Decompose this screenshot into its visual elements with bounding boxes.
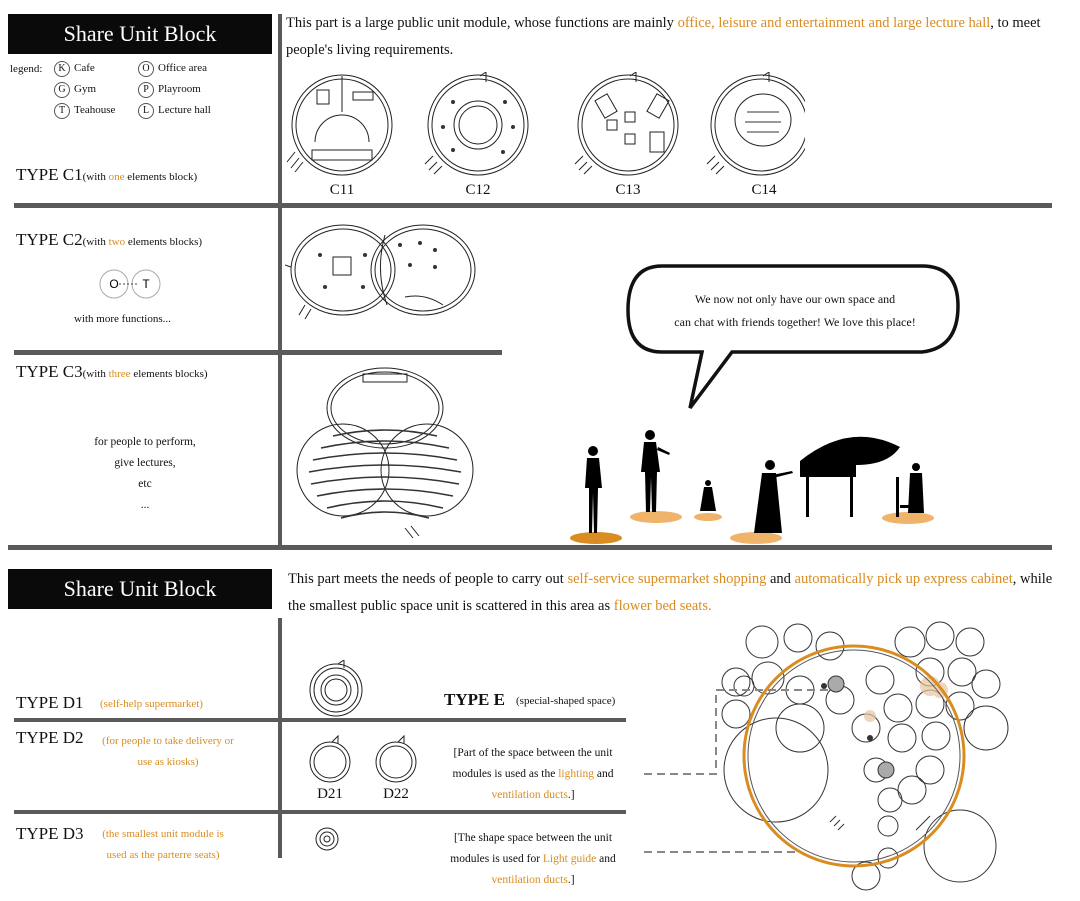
c3-notes: for people to perform, give lectures, etc ...	[94, 436, 196, 511]
c11-label: C11	[329, 182, 355, 198]
d1-plan-drawing	[306, 660, 366, 720]
top-section-title: Share Unit Block	[8, 14, 272, 54]
d21-label: D21	[317, 786, 343, 802]
speech-bubble	[622, 262, 962, 412]
legend-item: L Lecture hall	[138, 103, 211, 119]
top-desc-highlight: office, leisure and entertainment and large lecture hall	[677, 15, 991, 31]
type-c1-heading: TYPE C1(with one elements block)	[16, 165, 198, 184]
c2-node-left: O	[109, 277, 119, 291]
type-c2-heading: TYPE C2(with two elements blocks)	[16, 230, 203, 249]
c3-lecture-hall-plan	[295, 360, 475, 540]
top-desc-text-a: This part is a large public unit module, whose functions are mainly	[286, 15, 678, 31]
c2-node-right: T	[142, 277, 150, 291]
top-desc-text-c: , to meet people's living requirements.	[286, 15, 1041, 58]
bottom-description: This part meets the needs of people to carry out self-service supermarket shopping and automatically pick up express cabinet, while the smallest public space unit is scattered in this area as flower bed seats.	[288, 571, 1053, 614]
type-e-text-2: [The shape space between the unit modules is used for Light guide and ventilation ducts.]	[450, 832, 616, 886]
type-d1-note: (self-help supermarket)	[100, 698, 203, 710]
top-vertical-rule	[278, 14, 282, 550]
c13-label: C13	[615, 182, 641, 198]
bottom-vertical-rule	[278, 618, 282, 858]
legend-item: O Office area	[138, 61, 207, 77]
c14-label: C14	[751, 182, 777, 198]
legend-item: K Cafe	[54, 61, 95, 77]
legend-item: T Teahouse	[54, 103, 115, 119]
type-e-cluster-plan	[640, 620, 1060, 900]
d2-plan-drawings	[306, 732, 426, 786]
bottom-section-title: Share Unit Block	[8, 569, 272, 609]
type-e-note: (special-shaped space)	[516, 695, 616, 707]
type-d2-note: (for people to take delivery or use as kiosks)	[102, 735, 234, 768]
type-e-text-1: [Part of the space between the unit modules is used as the lighting and ventilation ducts.]	[452, 747, 614, 801]
c2-plan-drawing	[285, 215, 485, 335]
legend-item: P Playroom	[138, 82, 201, 98]
people-silhouettes	[560, 425, 940, 550]
type-d1-heading: TYPE D1	[16, 693, 84, 712]
c2-connection-diagram	[98, 268, 164, 300]
top-description	[286, 10, 1056, 64]
c2-divider	[14, 350, 502, 355]
c1-divider	[14, 203, 1052, 208]
c12-label: C12	[465, 182, 491, 198]
type-d3-note: (the smallest unit module is used as the parterre seats)	[102, 828, 224, 861]
c1-plan-drawings	[285, 72, 805, 192]
c2-note: with more functions...	[74, 313, 171, 325]
d22-label: D22	[383, 786, 409, 802]
speech-bubble-text: We now not only have our own space and can chat with friends together! We love this place!	[674, 292, 916, 329]
type-d2-heading: TYPE D2	[16, 728, 84, 747]
legend-label: legend:	[10, 63, 43, 75]
type-d3-heading: TYPE D3	[16, 824, 84, 843]
d3-plan-drawing	[314, 826, 340, 852]
legend-item: G Gym	[54, 82, 96, 98]
type-c3-heading: TYPE C3(with three elements blocks)	[16, 362, 208, 381]
type-e-heading: TYPE E	[444, 690, 505, 709]
d2-divider	[14, 810, 626, 814]
